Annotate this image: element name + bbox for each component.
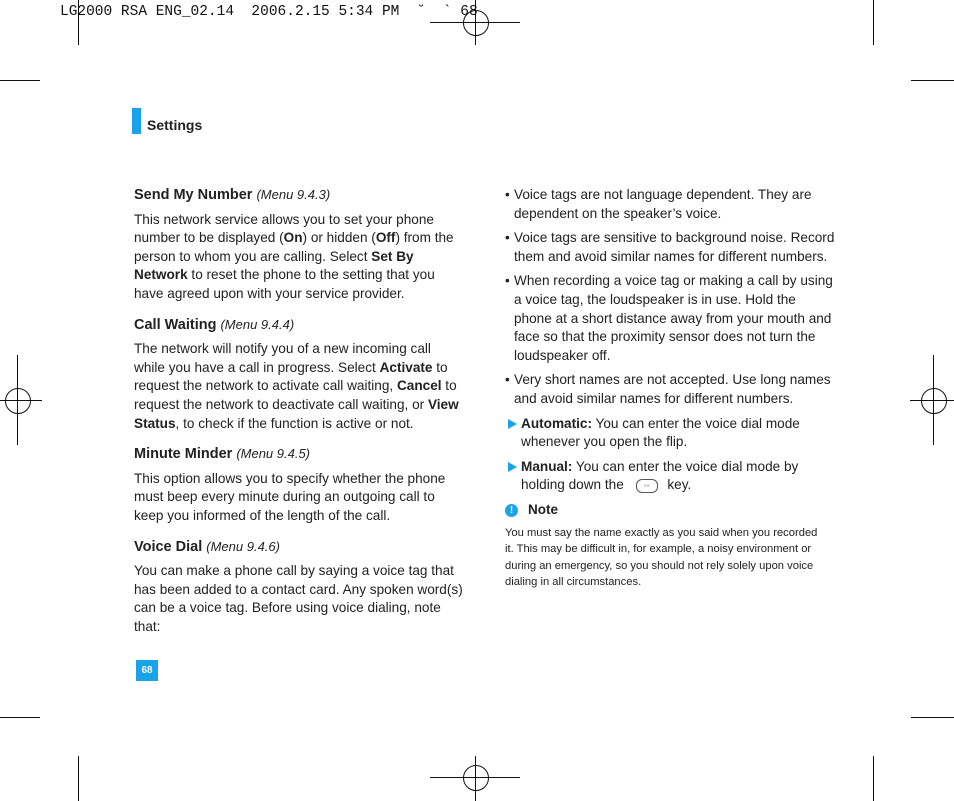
automatic-item: Automatic: You can enter the voice dial mode whenever you open the flip. (505, 415, 835, 452)
bullet-item: • Voice tags are not language dependent. They are dependent on the speaker’s voice. (505, 186, 835, 223)
registration-circle (921, 388, 947, 414)
call-waiting-heading: Call Waiting (Menu 9.4.4) (134, 316, 295, 333)
note-heading (505, 501, 835, 520)
bullet-item: • When recording a voice tag or making a call by using a voice tag, the loudspeaker is in use. Hold the phone at a short distance away from your mouth and face so that the proximity sensor does not turn the loudspeaker off. (505, 272, 835, 365)
crop-mark (873, 0, 874, 45)
arrow-right-icon (508, 419, 517, 429)
voice-key-icon: ◦◦ (636, 479, 658, 493)
send-my-number-body: This network service allows you to set your phone number to be displayed (On) or hidden (Off) from the person to whom you are calling. Select Set By Network to reset the phone to the setting that you have agreed upon with your service provider. (134, 211, 454, 301)
note-text: You must say the name exactly as you said when you recorded it. This may be difficult in, for example, a noisy environment or during an emergency, so you should not rely solely upon voice dialing in all circumstances. (505, 526, 818, 589)
arrow-right-icon (508, 462, 517, 472)
crop-mark (873, 756, 874, 801)
crop-mark (0, 717, 40, 718)
voice-dial-heading: Voice Dial (Menu 9.4.6) (134, 538, 280, 555)
minute-minder-body: This option allows you to specify whether the phone must beep every minute during an outgoing call to keep you informed of the length of the call. (134, 470, 446, 523)
exclamation-icon: ! (505, 504, 518, 517)
section-tab-marker (132, 108, 141, 134)
registration-circle (463, 765, 489, 791)
call-waiting-body: The network will notify you of a new incoming call while you have a call in progress. Select Activate to request the network to activate call waiting, Cancel to request the network to deactivate call waiting, or View Status, to check if the function is active or not. (134, 341, 459, 431)
crop-mark (911, 717, 954, 718)
crop-mark (0, 80, 40, 81)
bullet-item: • Voice tags are sensitive to background noise. Record them and avoid similar names for different numbers. (505, 229, 835, 266)
crop-mark (911, 80, 954, 81)
minute-minder-heading: Minute Minder (Menu 9.4.5) (134, 446, 311, 463)
note-title: Note (528, 501, 558, 517)
send-my-number-heading: Send My Number (Menu 9.4.3) (134, 187, 331, 203)
print-header: LG2000 RSA ENG_02.14 2006.2.15 5:34 PM ˘ ` 68 (60, 4, 478, 20)
registration-circle (5, 388, 31, 414)
bullet-item: • Very short names are not accepted. Use long names and avoid similar names for different numbers. (505, 371, 835, 408)
voice-dial-body: You can make a phone call by saying a voice tag that has been added to a contact card. Any spoken word(s) can be a voice tag. Before using voice dialing, note that: (134, 563, 463, 634)
page-number: 68 (136, 660, 158, 681)
right-column (505, 186, 835, 591)
left-column (134, 186, 464, 648)
section-tab-label: Settings (147, 117, 203, 133)
crop-mark (78, 756, 79, 801)
manual-item: Manual: You can enter the voice dial mode by holding down the ◦◦ key. (505, 458, 835, 495)
